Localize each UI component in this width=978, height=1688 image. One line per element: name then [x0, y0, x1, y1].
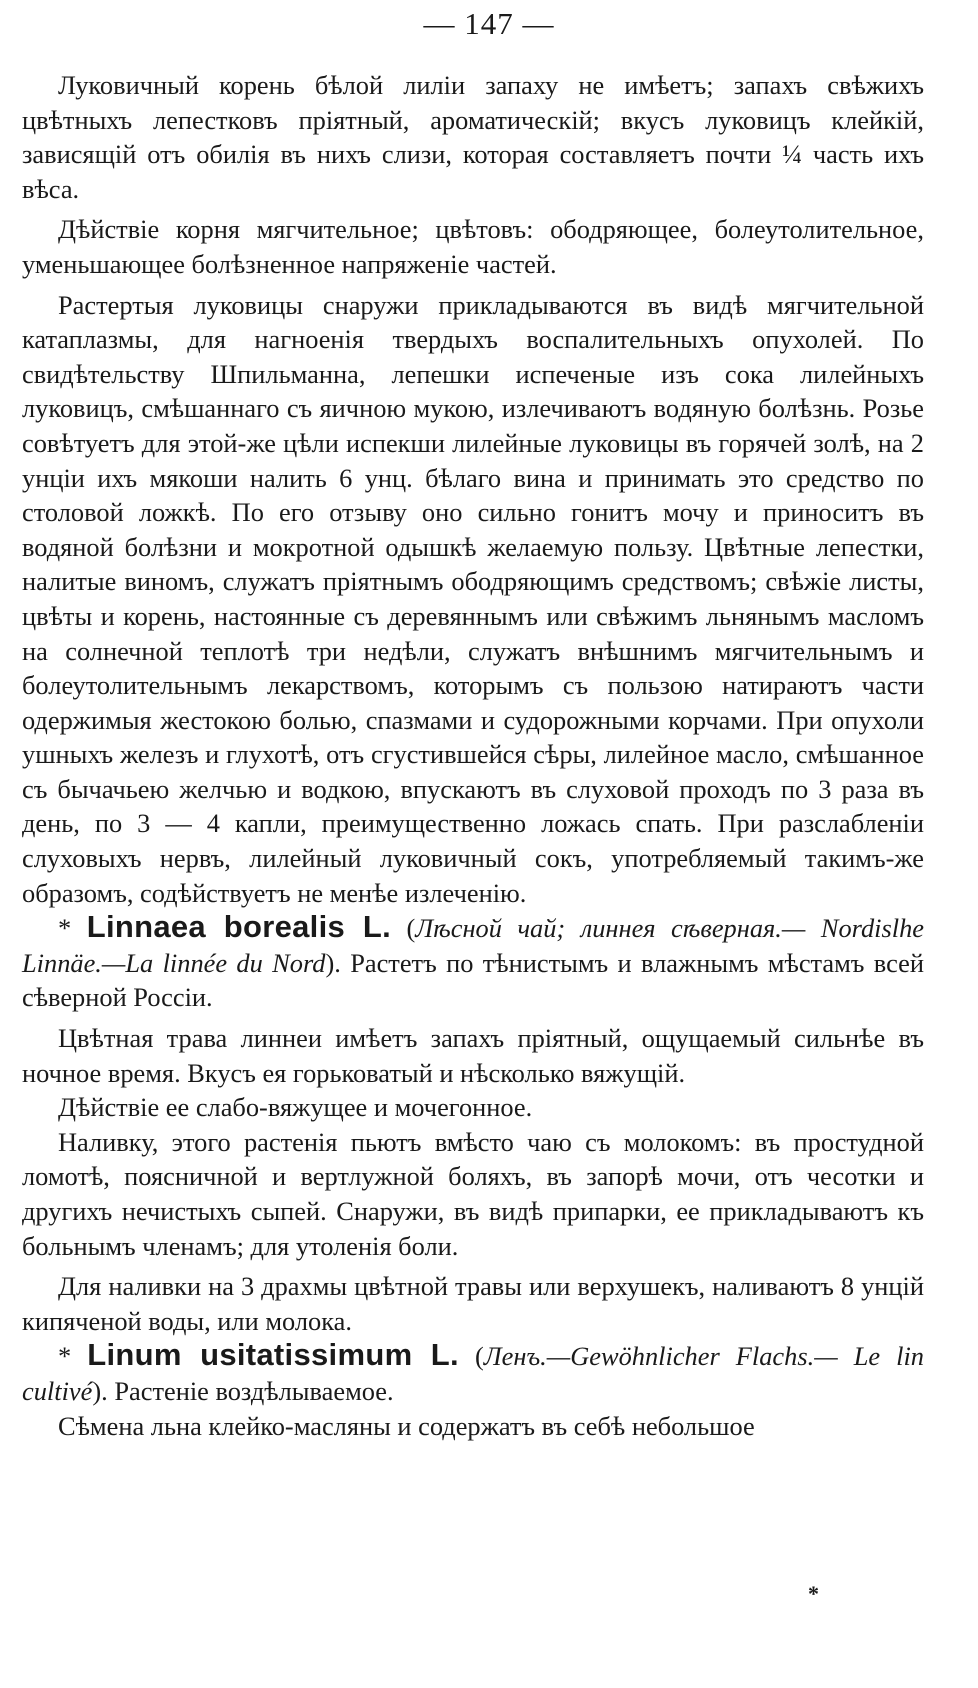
foreign-names: Nordislhe Linnäe.—La linnée du Nord: [22, 913, 924, 978]
entry-star: *: [58, 913, 72, 944]
paragraph-linnaea-action: Дѣйствіе ее слабо-вяжущее и мочегонное.: [58, 1092, 533, 1123]
open-paren: (: [474, 1341, 484, 1372]
paragraph-lily-use: Растертыя луковицы снаружи прикладываются въ видѣ мягчительной катаплазмы, для нагноенія твердыхъ воспалительныхъ опухолей. По свидѣтельству Шпильманна, лепешки испеченые изъ сока лилейныхъ луковицъ, смѣшаннаго съ яичною мукою, излечиваютъ водяную болѣзнь. Розье совѣтуетъ для этой-же цѣли испекши лилейные луковицы въ горячей золѣ, на 2 унціи ихъ мякоши налить 6 унц. бѣлаго вина и принимать это средство по столовой ложкѣ. По его отзыву оно сильно гонитъ мочу и приноситъ въ водяной болѣзни и мокротной одышкѣ желаемую пользу. Цвѣтные лепестки, налитые виномъ, служатъ пріятнымъ ободряющимъ средствомъ; свѣжіе листы, цвѣты и корень, настоянные съ деревяннымъ или свѣжимъ льнянымъ масломъ на солнечной теплотѣ три недѣли, служатъ внѣшнимъ мягчительнымъ и болеутолительнымъ лекарствомъ, которымъ съ пользою натираютъ части одержимыя жестокою болью, спазмами и судорожными корчами. При опухоли ушныхъ железъ и глухотѣ, отъ сгустившейся сѣры, лилейное масло, смѣшанное съ бычачьею желчью и водкою, впускаютъ въ слуховой проходъ по 3 раза въ день, по 3 — 4 капли, преимущественно ложась спать. При разслабленіи слуховыхъ нервъ, лилейный луковичный сокъ, употребляемый такимъ-же образомъ, содѣйствуетъ не менѣе излеченію.: [22, 289, 924, 908]
paragraph-flax-seeds: Сѣмена льна клейко-масляны и содержатъ въ себѣ небольшое: [58, 1410, 755, 1441]
page-number: — 147 —: [423, 6, 555, 41]
paragraph-linnaea-use: Наливку, этого растенія пьютъ вмѣсто чаю съ молокомъ: въ простудной ломотѣ, поясничной и вертлужной боляхъ, въ запорѣ мочи, отъ чесотки и другихъ нечистыхъ сыпей. Снаружи, въ видѣ припарки, ее прикладываютъ къ больнымъ членамъ; для утоленія боли.: [22, 1126, 924, 1261]
entry-linnaea-borealis: [22, 910, 924, 1015]
open-paren: (: [406, 913, 416, 944]
paragraph-lily-root-smell: Луковичный корень бѣлой лиліи запаху не имѣетъ; запахъ свѣжихъ цвѣтныхъ лепестковъ пріятный, ароматическій; вкусъ луковицъ клейкій, зависящій отъ обилія въ нихъ слизи, которая составляетъ почти ¼ часть ихъ вѣса.: [22, 70, 924, 204]
entry-star: *: [58, 1341, 72, 1372]
entry-description: Растеніе воздѣлываемое.: [114, 1375, 394, 1406]
signature-mark: *: [808, 1581, 819, 1606]
entry-description: Растетъ по тѣнистымъ и влажнымъ мѣстамъ всей сѣверной Россіи.: [22, 947, 924, 1013]
russian-names: Ленъ.—Gewöhnlicher Flachs.—: [483, 1341, 838, 1372]
entry-linum-usitatissimum: [22, 1338, 924, 1408]
foreign-names: Le lin cultivé: [22, 1341, 925, 1406]
close-paren: ).: [92, 1375, 108, 1406]
paragraph-lily-action: Дѣйствіе корня мягчительное; цвѣтовъ: ободряющее, болеутолительное, уменьшающее болѣзненное напряженіе частей.: [22, 214, 924, 279]
close-paren: ).: [325, 947, 341, 978]
paragraph-linnaea-smell: Цвѣтная трава линнеи имѣетъ запахъ пріятный, ощущаемый сильнѣе въ ночное время. Вкусъ ея горьковатый и нѣсколько вяжущій.: [22, 1023, 924, 1088]
russian-names: Лѣсной чай; линнея сѣверная.—: [415, 913, 806, 944]
paragraph-linnaea-dose: Для наливки на 3 драхмы цвѣтной травы или верхушекъ, наливаютъ 8 унцій кипяченой воды, или молока.: [22, 1271, 924, 1336]
latin-name: Linum usitatissimum L.: [87, 1337, 459, 1373]
page-body: [22, 68, 924, 1443]
latin-name: Linnaea borealis L.: [86, 909, 391, 945]
